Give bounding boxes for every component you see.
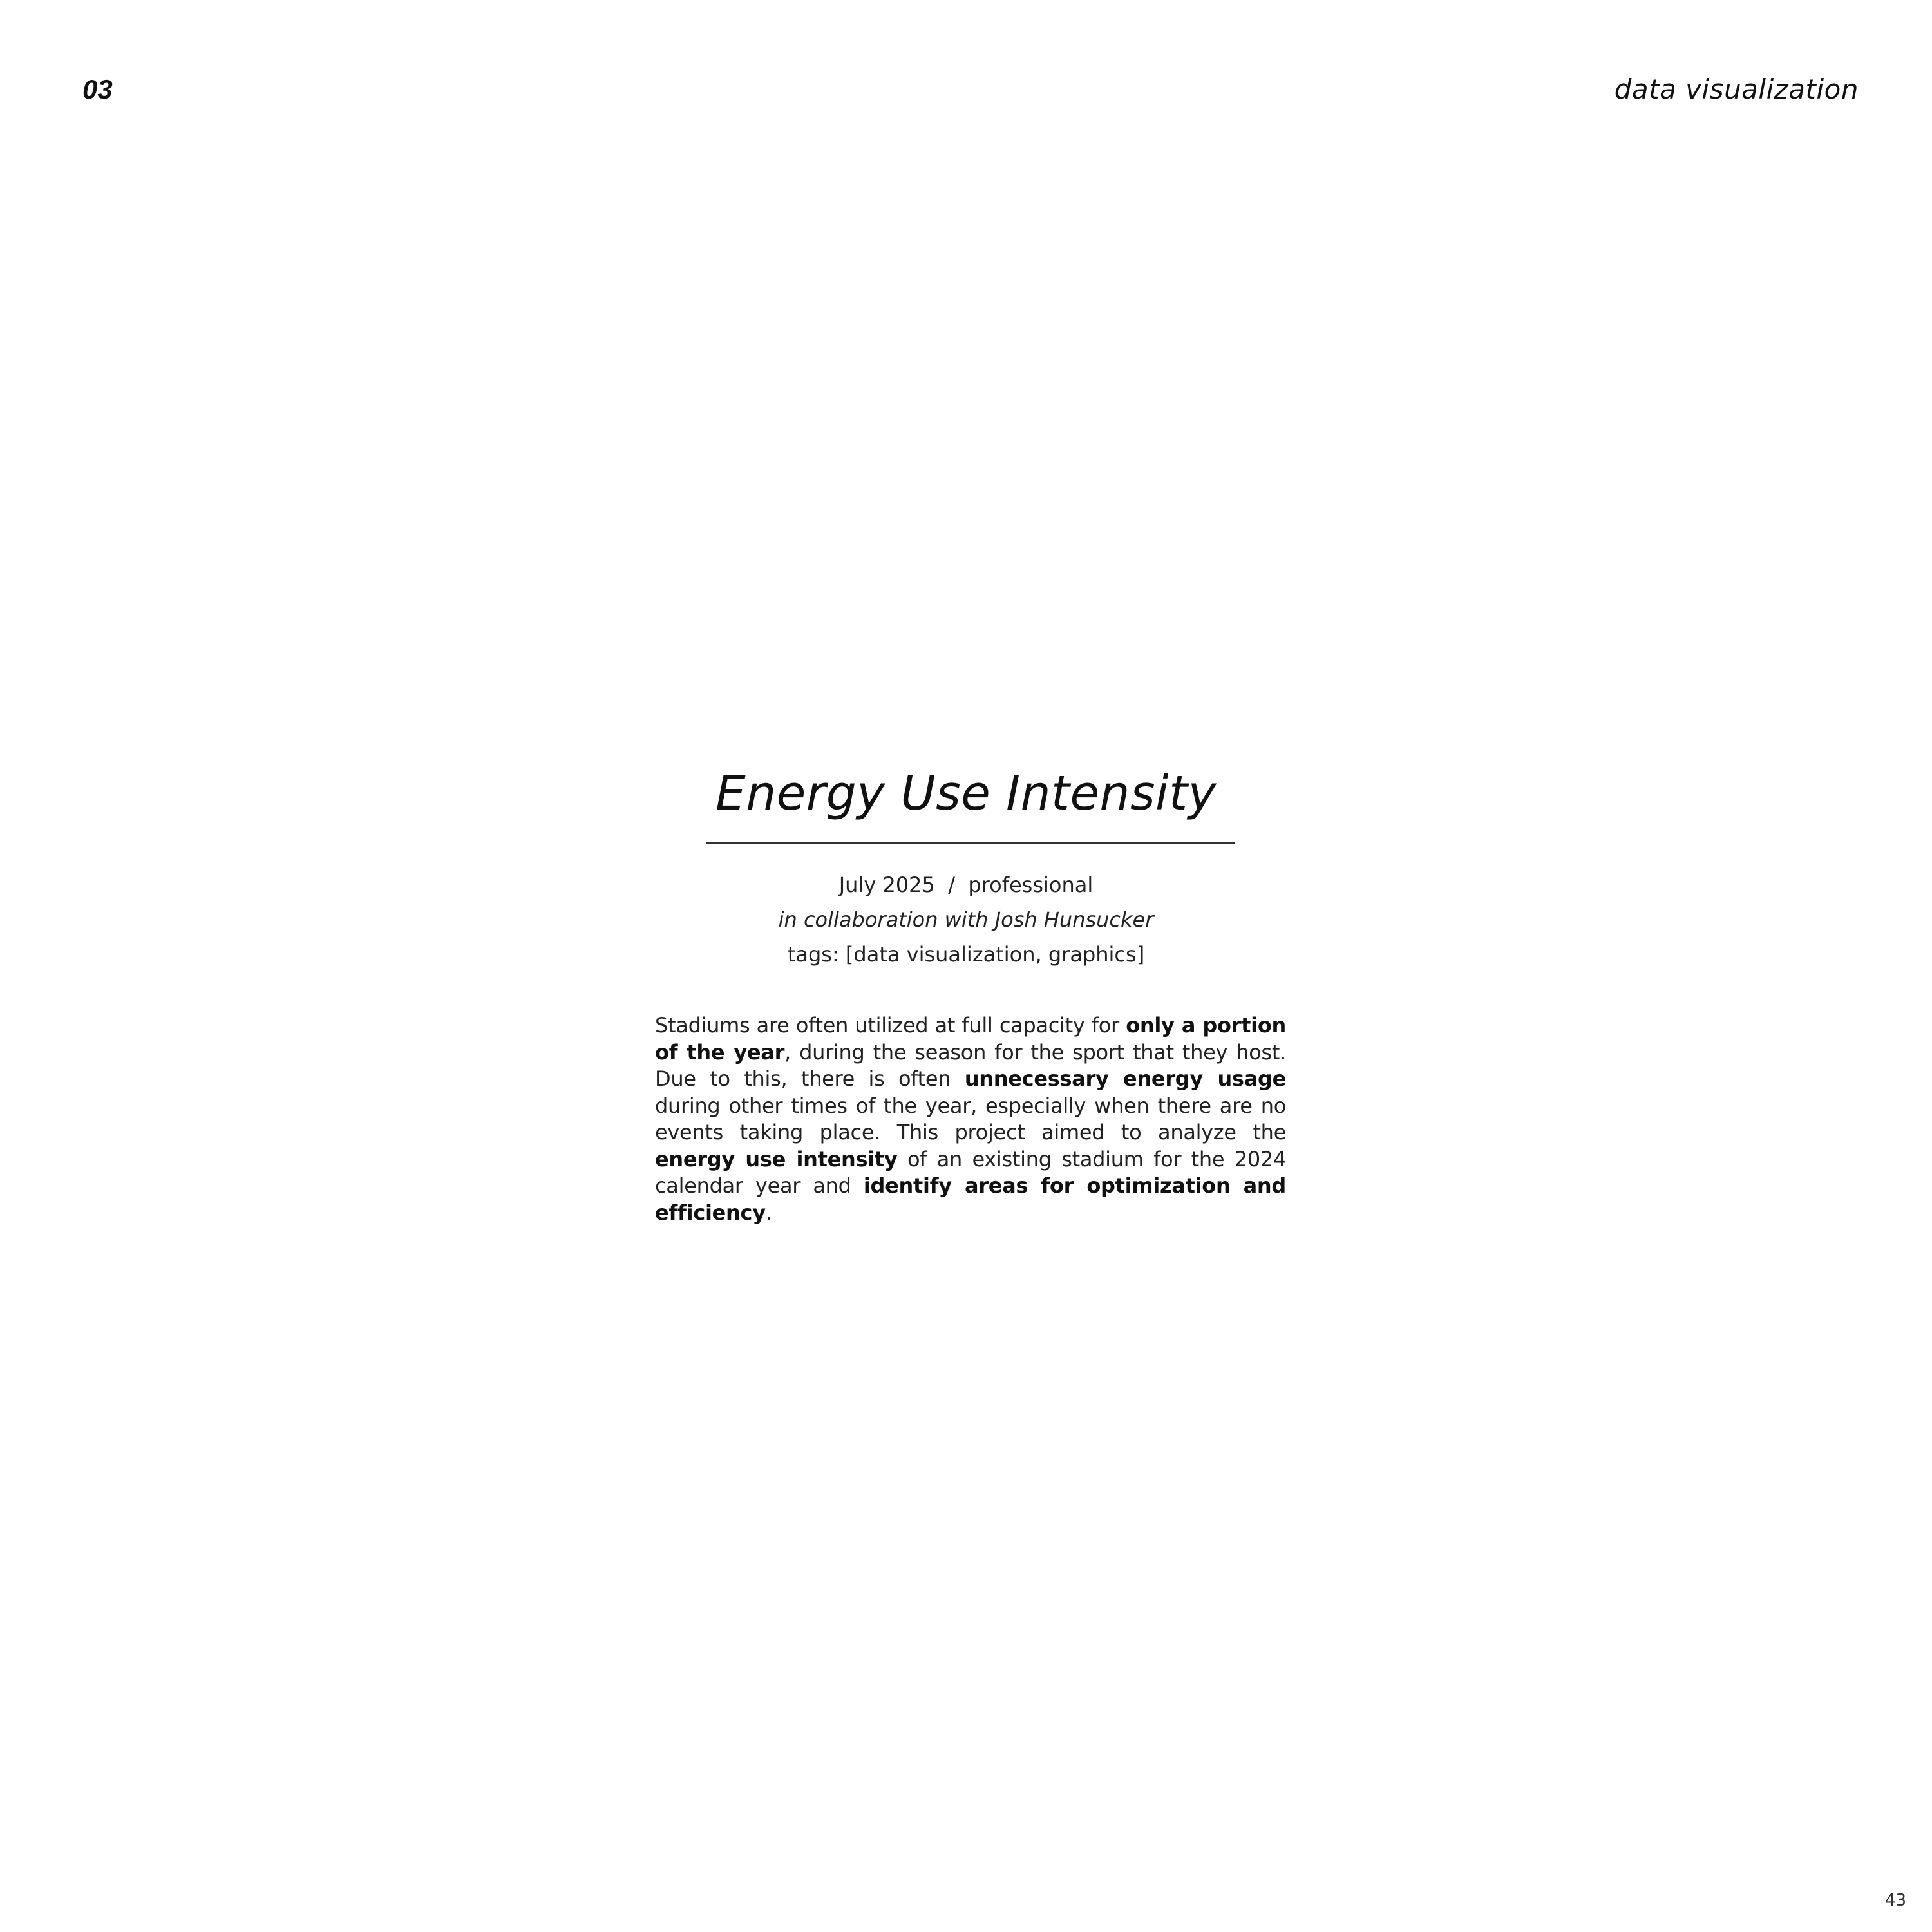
description-text: of an existing stadium for the 2024 calendar year and	[655, 1146, 1286, 1198]
project-date-type: July 2025 / professional	[838, 873, 1094, 897]
description-text: during other times of the year, especially when there are no events taking place. This project aimed to analyze the	[655, 1093, 1286, 1144]
project-description	[655, 1012, 1286, 1226]
project-collaboration: in collaboration with Josh Hunsucker	[778, 907, 1154, 932]
title-divider	[706, 842, 1235, 844]
section-number: 03	[82, 74, 113, 104]
description-text: .	[765, 1200, 772, 1225]
section-name: data visualization	[1614, 73, 1859, 105]
page-number: 43	[1884, 1891, 1906, 1910]
description-emphasis: identify areas for optimization and efficiency	[655, 1173, 1286, 1225]
project-tags: tags: [data visualization, graphics]	[787, 942, 1145, 967]
description-emphasis: energy use intensity	[655, 1146, 898, 1171]
description-text: , during the season for the sport that they host. Due to this, there is often	[655, 1039, 1286, 1091]
description-emphasis: only a portion of the year	[655, 1013, 1286, 1065]
description-emphasis: unnecessary energy usage	[964, 1066, 1286, 1091]
description-text: Stadiums are often utilized at full capacity for	[655, 1013, 1126, 1037]
project-title: Energy Use Intensity	[715, 766, 1217, 821]
